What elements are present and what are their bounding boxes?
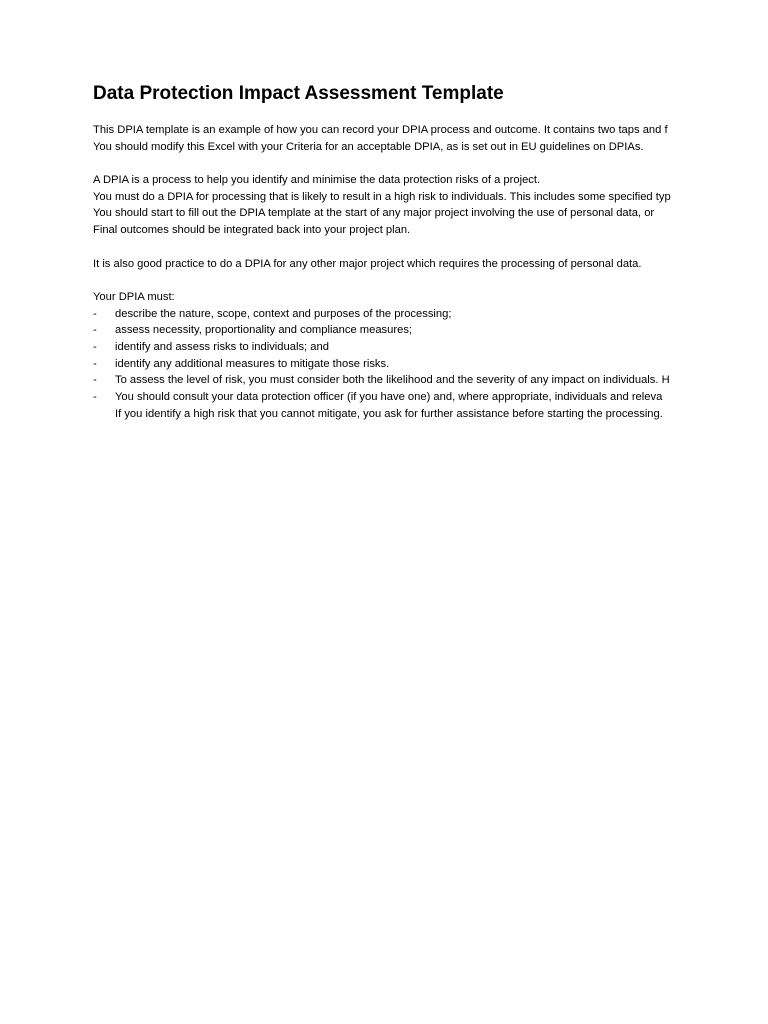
list-item — [93, 356, 699, 373]
requirements-heading: Your DPIA must: — [93, 290, 175, 303]
list-item — [93, 306, 699, 323]
dpia-definition-paragraph — [93, 172, 699, 239]
bullet-dash: - — [93, 324, 97, 337]
definition-line: A DPIA is a process to help you identify and minimise the data protection risks of a project. — [93, 174, 541, 187]
intro-line: You should modify this Excel with your Criteria for an acceptable DPIA, as is set out in EU guidelines on DPIAs. — [93, 140, 644, 153]
list-item-text: assess necessity, proportionality and compliance measures; — [115, 324, 413, 337]
list-item — [93, 372, 699, 389]
bullet-dash: - — [93, 307, 97, 320]
list-item — [93, 322, 699, 339]
document-content — [93, 80, 699, 440]
intro-line: This DPIA template is an example of how you can record your DPIA process and outcome. It contains two taps and f — [93, 124, 668, 136]
list-item-text: identify any additional measures to mitigate those risks. — [115, 357, 390, 370]
intro-paragraph — [93, 122, 699, 155]
definition-line: You should start to fill out the DPIA template at the start of any major project involving the use of personal data, or — [93, 207, 655, 220]
list-item-text: You should consult your data protection officer (if you have one) and, where appropriate, individuals and releva — [115, 391, 663, 403]
list-item-text: identify and assess risks to individuals; and — [115, 340, 329, 353]
list-item — [93, 339, 699, 356]
list-item-continuation: If you identify a high risk that you cannot mitigate, you ask for further assistance before starting the processing. — [115, 407, 663, 420]
definition-line: Final outcomes should be integrated back into your project plan. — [93, 224, 411, 237]
bullet-dash: - — [93, 374, 97, 387]
bullet-dash: - — [93, 357, 97, 370]
page-title: Data Protection Impact Assessment Template — [93, 83, 504, 104]
good-practice-line: It is also good practice to do a DPIA for any other major project which requires the processing of personal data. — [93, 257, 642, 270]
list-item-text: describe the nature, scope, context and purposes of the processing; — [115, 307, 452, 320]
requirements-section — [93, 289, 699, 423]
bullet-dash: - — [93, 340, 97, 353]
list-item-text: To assess the level of risk, you must consider both the likelihood and the severity of any impact on individuals. H — [115, 374, 670, 387]
bullet-dash: - — [93, 391, 97, 403]
good-practice-paragraph — [93, 256, 699, 273]
list-item — [93, 389, 699, 406]
definition-line: You must do a DPIA for processing that is likely to result in a high risk to individuals. This includes some specified typ — [93, 190, 671, 203]
